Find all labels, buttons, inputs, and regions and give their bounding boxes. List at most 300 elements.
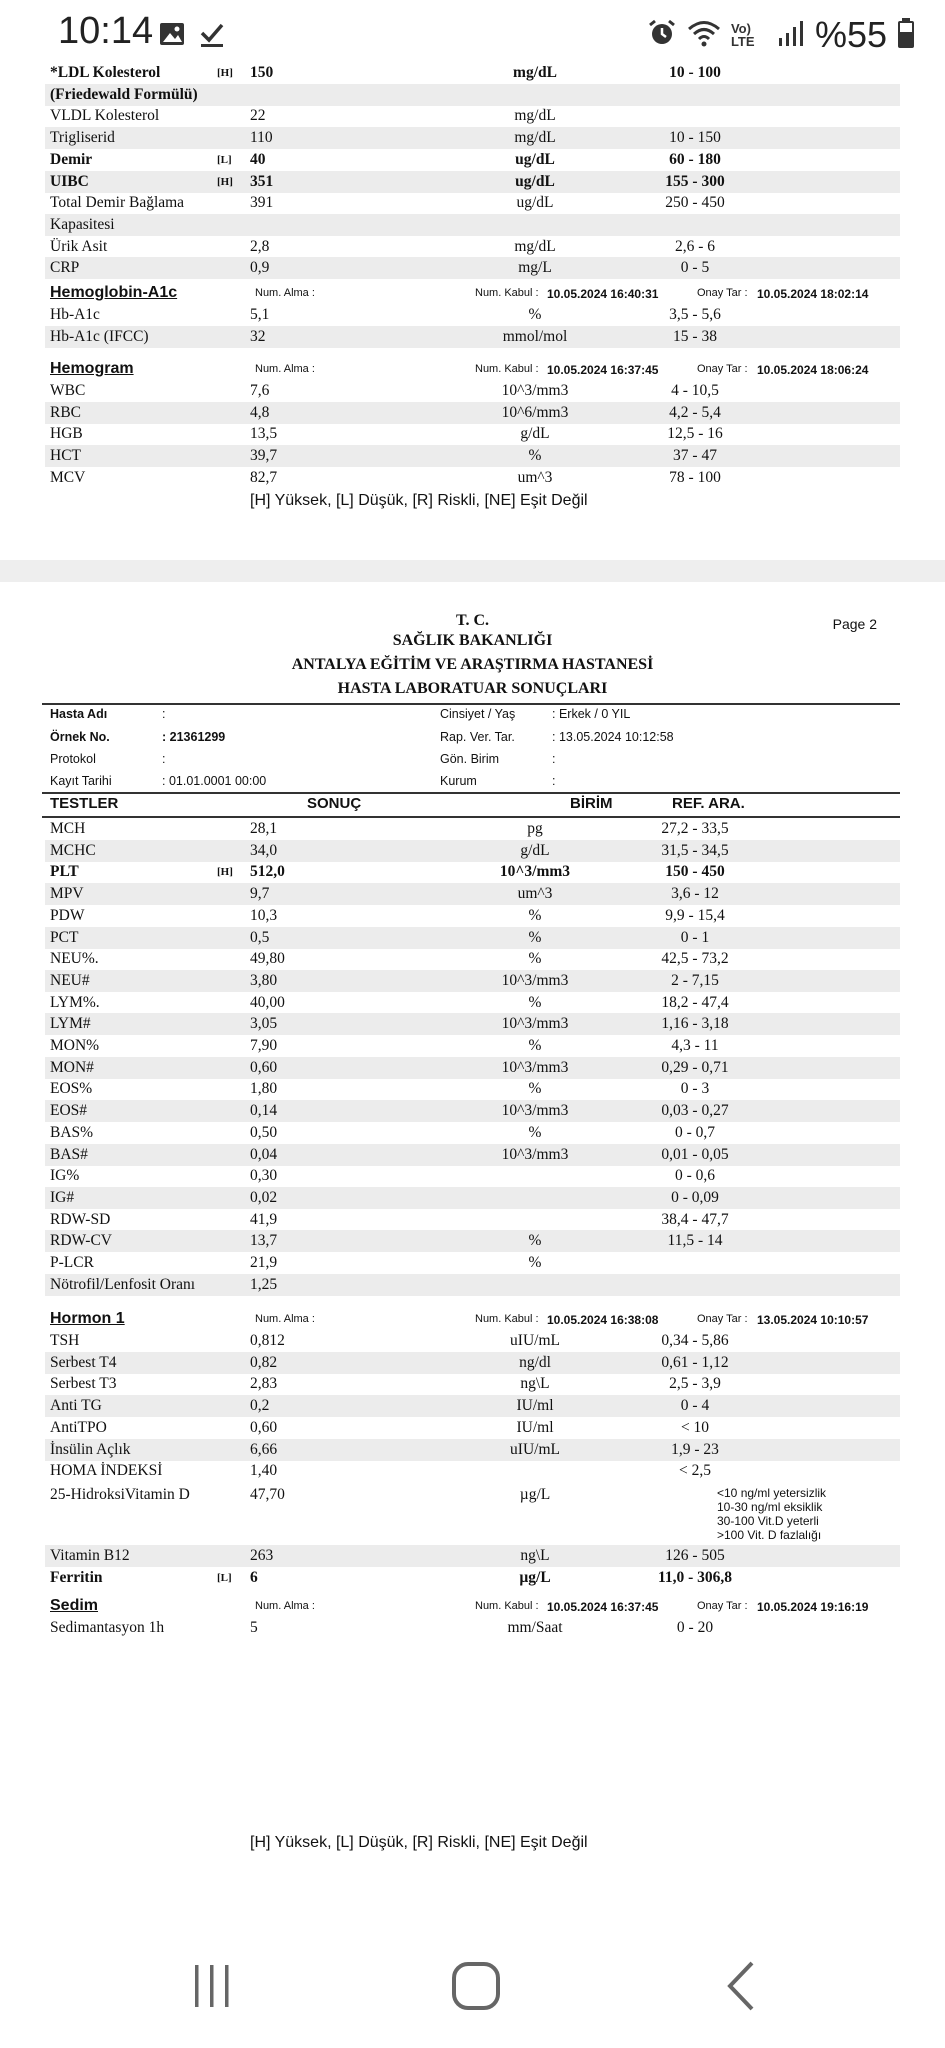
page-number: Page 2 [832,616,877,632]
test-unit: um^3 [517,468,553,486]
num-kabul-label: Num. Kabul : [475,363,539,375]
test-value: 5 [250,1619,258,1636]
section-hba1c-header [45,284,900,304]
test-value: 0,02 [250,1188,278,1206]
test-value: 1,80 [250,1080,278,1098]
test-value: 2,83 [250,1375,278,1393]
reference-range: 150 - 450 [665,863,725,881]
result-row [45,840,900,862]
header-line-1: T. C. [455,612,490,629]
test-value: 1,25 [250,1275,278,1293]
legend: [H] Yüksek, [L] Düşük, [R] Riskli, [NE] Eşit Değil [250,492,588,509]
test-unit: g/dL [520,425,550,443]
result-row [45,1352,900,1374]
result-row [45,84,900,106]
ornek-label: Örnek No. [50,730,110,744]
test-name: HCT [50,447,81,465]
result-row [45,402,900,424]
result-row [45,380,900,402]
test-name: EOS# [50,1102,88,1120]
result-row [45,304,900,326]
recent-apps-button[interactable] [172,1958,252,2018]
onay-label: Onay Tar : [697,363,748,375]
test-unit: µg/L [519,1568,551,1586]
result-row [45,1144,900,1166]
result-row [45,1567,900,1589]
result-row [45,1373,900,1395]
reference-range: 0 - 5 [680,259,710,277]
reference-range: 10 - 100 [669,64,721,81]
reference-range: 0,34 - 5,86 [661,1332,729,1349]
back-button[interactable] [702,1958,782,2018]
wifi-icon [687,18,721,53]
result-row [45,171,900,193]
reference-range: 60 - 180 [669,150,721,168]
result-row [45,326,900,348]
test-name: MON# [50,1058,94,1076]
section-sedim-header [45,1597,900,1617]
test-value: 28,1 [250,820,278,837]
flag-marker: [H] [217,866,233,879]
test-unit: mg/L [518,259,552,277]
network-type: Vo) LTE [730,21,755,49]
test-value: 0,9 [250,259,270,277]
test-unit: mg/dL [513,64,557,81]
vitd-note: <10 ng/ml yetersizlik [717,1486,827,1500]
reference-range: 27,2 - 33,5 [661,820,729,837]
reference-range: 11,5 - 14 [667,1232,723,1250]
test-value: 40,00 [250,993,285,1011]
test-unit: 10^3/mm3 [501,971,569,989]
header-line-3: ANTALYA EĞİTİM VE ARAŞTIRMA HASTANESİ [291,656,654,673]
test-unit: mmol/mol [502,327,568,345]
test-name: İnsülin Açlık [50,1440,131,1458]
reference-range: 2,5 - 3,9 [669,1375,721,1393]
test-value: 39,7 [250,447,278,465]
section-title: Sedim [50,1597,99,1614]
rap-value: : 13.05.2024 10:12:58 [552,730,674,744]
section-title: Hemoglobin-A1c [50,284,178,301]
test-value: 41,9 [250,1210,278,1228]
onay-date: 13.05.2024 10:10:57 [757,1313,869,1327]
test-unit: % [528,1232,542,1250]
reference-range: 2 - 7,15 [671,971,719,989]
test-value: 34,0 [250,841,278,859]
reference-range: 0 - 0,09 [671,1188,719,1206]
result-row [45,1252,900,1274]
home-button[interactable] [436,1958,516,2018]
result-row [45,1187,900,1209]
test-name: Nötrofil/Lenfosit Oranı [50,1275,196,1293]
test-name: Serbest T3 [50,1375,117,1393]
test-name: NEU%. [50,950,99,968]
test-name: PDW [50,906,85,924]
test-value: 391 [250,194,274,212]
result-row [45,883,900,905]
result-row [45,1395,900,1417]
result-row [45,149,900,171]
onay-label: Onay Tar : [697,287,748,299]
test-unit: % [528,1080,542,1098]
test-name: Sedimantasyon 1h [50,1619,165,1636]
result-row [45,127,900,149]
vitd-note: >100 Vit. D fazlalığı [717,1528,822,1542]
vitd-note: 10-30 ng/ml eksiklik [717,1500,823,1514]
reference-range: 4,3 - 11 [671,1037,719,1054]
vitd-note: 30-100 Vit.D yeterli [717,1514,819,1528]
flag-marker: [H] [217,175,233,188]
test-name: Total Demir Bağlama [50,194,185,212]
ornek-value: : 21361299 [162,730,226,744]
section-title: Hormon 1 [50,1310,125,1327]
cinsiyet-value: : Erkek / 0 YIL [552,707,631,721]
test-value: 9,7 [250,885,270,903]
test-value: 3,05 [250,1015,278,1033]
test-value: 0,812 [250,1332,285,1349]
result-row [45,467,900,489]
test-unit: mg/dL [514,107,556,125]
test-name: AntiTPO [50,1418,107,1436]
result-row [45,1274,900,1296]
col-result: SONUÇ [307,795,362,812]
result-row [45,423,900,445]
test-unit: ng/dl [519,1353,551,1371]
header-line-4: HASTA LABORATUAR SONUÇLARI [337,680,608,697]
test-name: HOMA İNDEKSİ [50,1462,163,1480]
test-name: RDW-SD [50,1210,111,1228]
test-unit: mg/dL [514,237,556,255]
result-row [45,927,900,949]
test-unit: um^3 [517,885,553,903]
test-unit: % [528,447,542,465]
num-kabul-label: Num. Kabul : [475,1600,539,1612]
col-tests: TESTLER [50,795,119,812]
reference-range: 11,0 - 306,8 [657,1568,733,1586]
result-row [45,1122,900,1144]
num-kabul-date: 10.05.2024 16:37:45 [547,1600,659,1614]
test-value: 0,60 [250,1058,278,1076]
test-value: 6 [250,1568,258,1586]
result-row [45,445,900,467]
num-alma-label: Num. Alma : [255,1313,315,1325]
test-name: Demir [50,150,93,168]
test-name: *LDL Kolesterol [50,64,161,81]
result-row [45,1460,900,1482]
kayit-value: : 01.01.0001 00:00 [162,774,267,788]
test-value: 13,7 [250,1232,278,1250]
image-icon [158,20,186,53]
test-unit: % [528,928,542,946]
reference-range: 38,4 - 47,7 [661,1210,729,1228]
result-row [45,905,900,927]
test-value: 0,04 [250,1145,278,1163]
reference-range: 3,6 - 12 [671,885,719,903]
check-icon [198,20,226,53]
test-name: PLT [50,863,79,881]
result-row [45,861,900,883]
test-name: PCT [50,928,79,946]
reference-range: 0 - 4 [680,1397,710,1415]
reference-range: 0,01 - 0,05 [661,1145,729,1163]
test-name: IG# [50,1188,75,1206]
test-name: NEU# [50,971,90,989]
test-name: BAS% [50,1123,94,1141]
test-name: Hb-A1c (IFCC) [50,327,149,345]
test-unit: % [528,1123,542,1141]
reference-range: < 2,5 [679,1462,711,1480]
reference-range: 2,6 - 6 [674,237,716,255]
onay-label: Onay Tar : [697,1313,748,1325]
test-name: Hb-A1c [50,306,100,323]
battery-icon [897,17,915,54]
test-value: 0,30 [250,1167,278,1185]
test-value: 5,1 [250,306,270,323]
test-name: Vitamin B12 [50,1547,130,1564]
test-value: 0,5 [250,928,270,946]
reference-range: 42,5 - 73,2 [661,950,729,968]
test-unit: % [528,1037,542,1054]
test-value: 49,80 [250,950,285,968]
test-name: HGB [50,425,83,443]
test-name: BAS# [50,1145,88,1163]
back-icon [722,1959,762,2018]
test-name: MON% [50,1037,100,1054]
reference-range: 126 - 505 [665,1547,725,1564]
test-name: 25-HidroksiVitamin D [50,1486,190,1503]
battery-percent: %55 [814,14,887,55]
test-name: RDW-CV [50,1232,112,1250]
test-unit: 10^6/mm3 [501,403,569,421]
test-name: MCV [50,468,86,486]
test-unit: pg [527,820,543,837]
test-value: 351 [250,172,274,190]
test-name: TSH [50,1332,80,1349]
signal-icon [777,18,805,53]
test-unit: uIU/mL [510,1440,560,1458]
result-row [45,236,900,258]
num-kabul-label: Num. Kabul : [475,287,539,299]
test-name: VLDL Kolesterol [50,107,160,125]
test-value: 3,80 [250,971,278,989]
result-row [45,1209,900,1231]
test-name: LYM%. [50,993,100,1011]
divider [42,792,900,794]
reference-range: 0,03 - 0,27 [661,1102,729,1120]
reference-range: 0 - 0,6 [674,1167,716,1185]
reference-range: 3,5 - 5,6 [669,306,721,323]
reference-range: 4,2 - 5,4 [669,403,721,421]
test-value: 47,70 [250,1486,285,1503]
test-value: 82,7 [250,468,278,486]
header-line-2: SAĞLIK BAKANLIĞI [392,632,553,649]
test-unit: IU/ml [516,1397,554,1415]
reference-range: 0 - 0,7 [674,1123,716,1141]
gon-value: : [552,752,556,766]
onay-date: 10.05.2024 19:16:19 [757,1600,869,1614]
test-unit: µg/L [519,1486,551,1503]
divider [42,703,900,705]
test-unit: ug/dL [515,172,555,190]
reference-range: 4 - 10,5 [671,382,719,399]
reference-range: 0 - 1 [680,928,710,946]
flag-marker: [L] [217,153,232,166]
test-value: 22 [250,107,266,125]
flag-marker: [L] [217,1571,232,1584]
test-unit: ug/dL [515,150,555,168]
result-row [45,818,900,840]
result-row [45,214,900,236]
num-kabul-date: 10.05.2024 16:40:31 [547,287,659,301]
result-row [45,192,900,214]
test-value: 40 [250,150,266,168]
test-unit: g/dL [520,841,550,859]
result-row [45,257,900,279]
test-name: Serbest T4 [50,1353,117,1371]
vitamin-d-row [45,1484,900,1544]
test-name: CRP [50,259,80,277]
test-name: WBC [50,382,86,399]
test-unit: 10^3/mm3 [501,1015,569,1033]
reference-range: 0 - 20 [676,1619,714,1636]
test-name: Ferritin [50,1568,103,1586]
test-value: 1,40 [250,1462,278,1480]
result-row [45,992,900,1014]
result-row [45,1439,900,1461]
test-name: MCH [50,820,86,837]
test-name: P-LCR [50,1254,94,1271]
result-row [45,970,900,992]
test-value: 6,66 [250,1440,278,1458]
test-unit: IU/ml [516,1418,554,1436]
reference-range: 9,9 - 15,4 [665,906,725,924]
test-unit: % [528,1254,542,1271]
report-page-1 [0,58,945,558]
reference-range: 37 - 47 [673,447,717,465]
test-value: 7,6 [250,382,270,399]
test-name: MCHC [50,841,96,859]
num-alma-label: Num. Alma : [255,1600,315,1612]
result-row [45,1417,900,1439]
test-name: Kapasitesi [50,215,115,233]
hasta-adi-label: Hasta Adı [50,707,108,721]
result-row [45,105,900,127]
result-row [45,948,900,970]
test-unit: mm/Saat [507,1619,563,1636]
test-name: RBC [50,403,82,421]
protokol-value: : [162,752,166,766]
test-unit: 10^3/mm3 [501,1058,569,1076]
test-value: 32 [250,327,266,345]
hasta-adi-value: : [162,707,166,721]
result-row [45,1013,900,1035]
test-name: Ürik Asit [50,237,108,255]
test-unit: % [528,993,542,1011]
home-icon [450,1960,502,2017]
page-separator [0,560,945,582]
onay-date: 10.05.2024 18:02:14 [757,287,869,301]
test-unit: ug/dL [516,194,554,212]
test-value: 10,3 [250,906,278,924]
num-kabul-date: 10.05.2024 16:38:08 [547,1313,659,1327]
test-value: 4,8 [250,403,270,421]
rap-label: Rap. Ver. Tar. [440,730,515,744]
num-alma-label: Num. Alma : [255,287,315,299]
reference-range: 0,29 - 0,71 [661,1058,729,1076]
onay-date: 10.05.2024 18:06:24 [757,363,869,377]
vitd-notes [717,1486,826,1542]
section-hemogram-header [45,360,900,380]
kurum-value: : [552,774,556,788]
test-unit: uIU/mL [510,1332,560,1349]
result-row [45,62,900,84]
col-unit: BİRİM [570,795,613,812]
test-name: LYM# [50,1015,91,1033]
test-value: 0,14 [250,1102,278,1120]
result-row [45,1035,900,1057]
test-unit: 10^3/mm3 [501,1145,569,1163]
test-unit: 10^3/mm3 [499,863,571,881]
test-name: MPV [50,885,84,903]
result-row [45,1165,900,1187]
status-time: 10:14 [58,10,154,52]
num-kabul-date: 10.05.2024 16:37:45 [547,363,659,377]
test-value: 110 [250,129,273,147]
test-value: 13,5 [250,425,278,443]
section-hormon-header [45,1310,900,1330]
flag-marker: [H] [217,67,233,79]
test-unit: % [528,950,542,968]
cinsiyet-label: Cinsiyet / Yaş [440,707,516,721]
test-value: 2,8 [250,237,270,255]
reference-range: < 10 [680,1418,710,1436]
test-value: 0,50 [250,1123,278,1141]
result-row [45,1078,900,1100]
test-value: 0,2 [250,1397,270,1415]
test-name: Trigliserid [50,129,115,147]
test-value: 512,0 [250,863,285,881]
test-name: IG% [50,1167,80,1185]
result-row [45,1617,900,1639]
kurum-label: Kurum [440,774,477,788]
reference-range: 1,9 - 23 [671,1440,719,1458]
protokol-label: Protokol [50,752,96,766]
report-page-2 [0,582,945,1912]
navigation-bar [0,1918,945,2048]
result-row [45,1230,900,1252]
test-value: 0,82 [250,1353,278,1371]
test-unit: % [528,306,542,323]
num-kabul-label: Num. Kabul : [475,1313,539,1325]
onay-label: Onay Tar : [697,1600,748,1612]
reference-range: 0,61 - 1,12 [661,1353,729,1371]
test-value: 7,90 [250,1037,278,1054]
reference-range: 250 - 450 [665,194,725,212]
test-unit: 10^3/mm3 [501,382,569,399]
gon-label: Gön. Birim [440,752,500,766]
test-value: 263 [250,1547,274,1564]
test-unit: % [528,906,542,924]
section-title: Hemogram [50,360,134,377]
test-unit: ng\L [520,1547,550,1564]
reference-range: 10 - 150 [669,129,721,147]
test-unit: ng\L [520,1375,550,1393]
test-value: 0,60 [250,1418,278,1436]
test-unit: 10^3/mm3 [501,1102,569,1120]
result-row [45,1100,900,1122]
reference-range: 31,5 - 34,5 [661,841,729,859]
test-name: (Friedewald Formülü) [50,85,198,103]
result-row [45,1057,900,1079]
